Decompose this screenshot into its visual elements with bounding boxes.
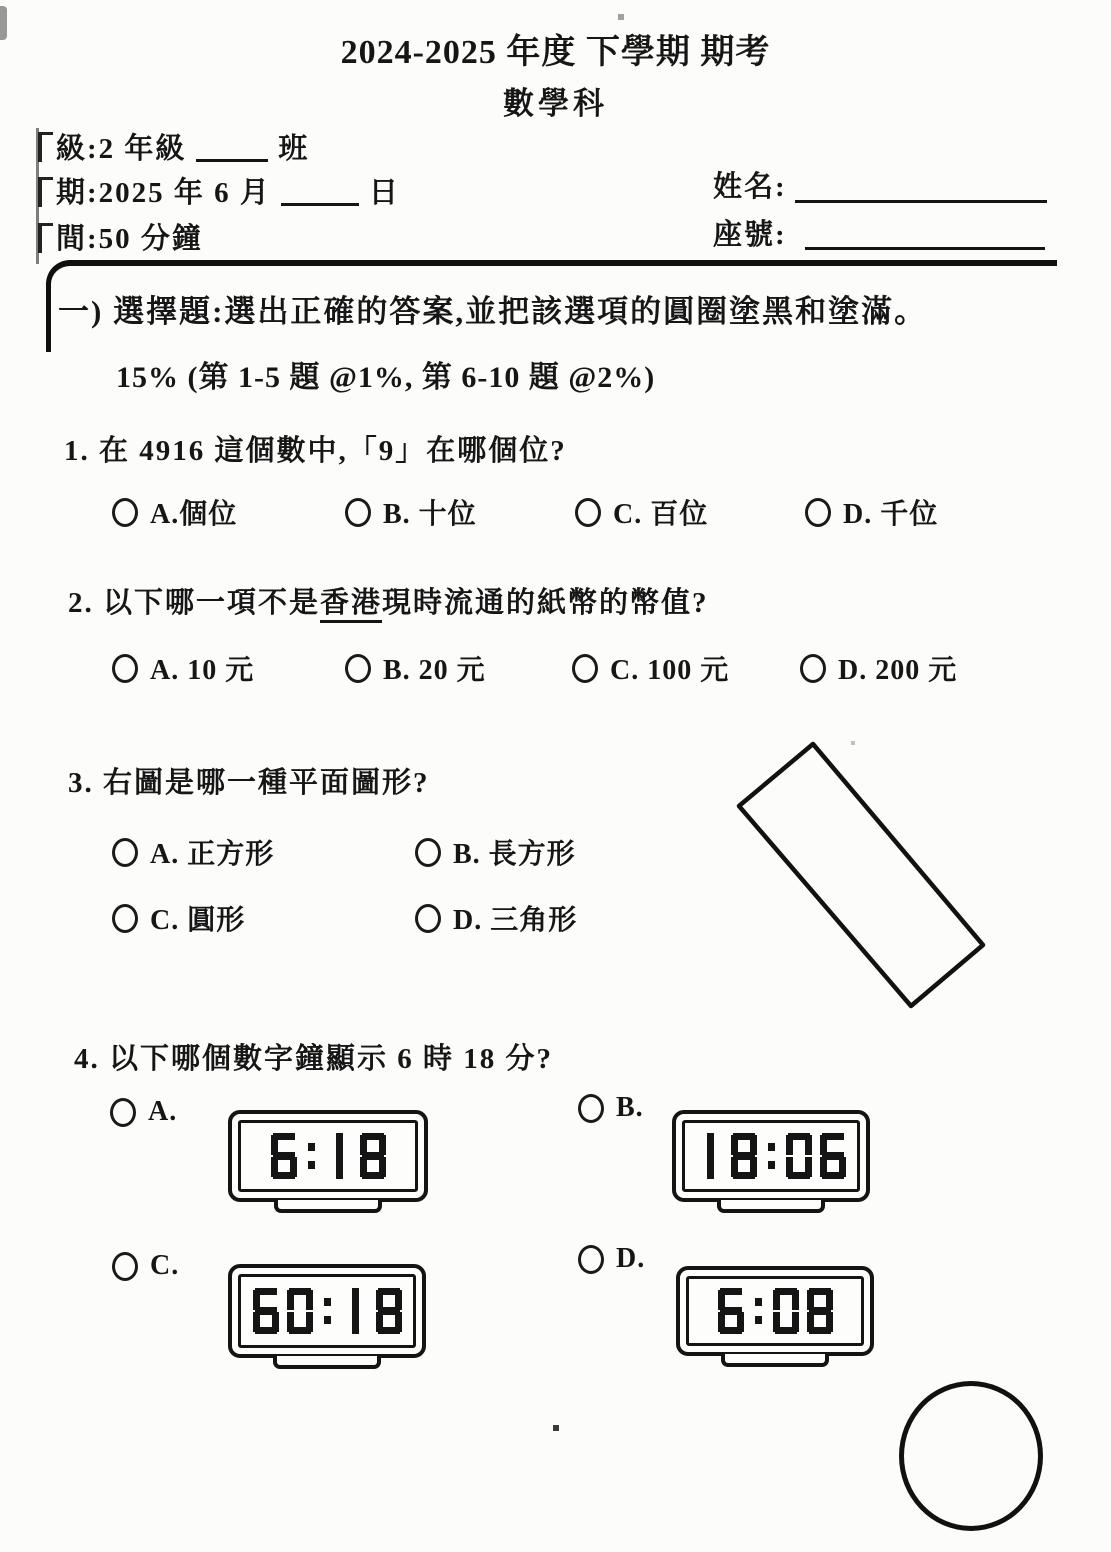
seat-blank[interactable] bbox=[805, 247, 1045, 250]
option-q1-b bbox=[345, 492, 477, 532]
clock-frame bbox=[672, 1110, 870, 1202]
clock-display bbox=[682, 1120, 860, 1192]
name-label: 姓名: bbox=[713, 171, 787, 203]
option-label-q4-c: C. bbox=[150, 1250, 180, 1281]
class-label: 級:2 年級 bbox=[56, 133, 187, 165]
question-2-text bbox=[68, 580, 709, 621]
option-label-q4-a: A. bbox=[148, 1096, 178, 1127]
clock-display bbox=[238, 1274, 416, 1348]
clock-display bbox=[238, 1120, 418, 1192]
option-q1-c bbox=[575, 492, 708, 532]
answer-bubble-q1-b[interactable] bbox=[345, 498, 371, 527]
question-3-text: 3. 右圖是哪一種平面圖形? bbox=[68, 767, 430, 799]
option-q3-a bbox=[112, 832, 274, 872]
option-label-q1-b: B. 十位 bbox=[383, 499, 477, 530]
option-label-q2-d: D. 200 元 bbox=[838, 655, 958, 686]
cutoff-character-mark bbox=[38, 132, 53, 162]
answer-bubble-q2-a[interactable] bbox=[112, 654, 138, 683]
digital-clock-q4-a bbox=[228, 1110, 428, 1213]
option-q2-c bbox=[572, 648, 729, 688]
answer-bubble-q1-c[interactable] bbox=[575, 498, 601, 527]
answer-bubble-q3-a[interactable] bbox=[112, 838, 138, 867]
option-q3-c bbox=[112, 898, 245, 938]
cutoff-character-mark bbox=[38, 177, 53, 207]
section-subheading: 15% (第 1-5 題 @1%, 第 6-10 題 @2%) bbox=[116, 361, 656, 394]
option-q2-a bbox=[112, 648, 254, 688]
option-q3-d bbox=[415, 898, 577, 938]
seat-label: 座號: bbox=[713, 219, 787, 251]
option-q4-a bbox=[110, 1096, 177, 1128]
option-q1-d bbox=[805, 492, 938, 532]
answer-bubble-q1-d[interactable] bbox=[805, 498, 831, 527]
option-label-q2-a: A. 10 元 bbox=[150, 655, 255, 686]
digital-clock-q4-c bbox=[228, 1264, 426, 1369]
answer-bubble-q3-b[interactable] bbox=[415, 838, 441, 867]
subject-title: 數學科 bbox=[503, 86, 608, 121]
answer-bubble-q4-d[interactable] bbox=[578, 1245, 604, 1274]
option-label-q1-c: C. 百位 bbox=[613, 499, 709, 530]
time-line: 間:50 分鐘 bbox=[56, 223, 203, 255]
option-q3-b bbox=[415, 832, 576, 872]
option-q4-b bbox=[578, 1092, 644, 1124]
answer-bubble-q4-c[interactable] bbox=[112, 1252, 138, 1281]
section-heading: 一) 選擇題:選出正確的答案,並把該選項的圓圈塗黑和塗滿。 bbox=[58, 294, 928, 329]
answer-bubble-q2-b[interactable] bbox=[345, 654, 371, 683]
question-2-prefix: 2. 以下哪一項不是 bbox=[68, 587, 321, 619]
option-label-q3-a: A. 正方形 bbox=[150, 839, 275, 870]
clock-frame bbox=[228, 1110, 428, 1202]
date-line bbox=[56, 170, 400, 211]
question-1-text: 1. 在 4916 這個數中,「9」在哪個位? bbox=[64, 435, 567, 467]
option-label-q3-d: D. 三角形 bbox=[453, 905, 578, 936]
answer-bubble-q2-c[interactable] bbox=[572, 654, 598, 683]
class-suffix: 班 bbox=[278, 133, 310, 165]
answer-bubble-q3-d[interactable] bbox=[415, 904, 441, 933]
clock-frame bbox=[228, 1264, 426, 1358]
clock-display bbox=[686, 1276, 864, 1346]
option-q2-b bbox=[345, 648, 486, 688]
option-label-q2-c: C. 100 元 bbox=[610, 655, 730, 686]
digital-clock-q4-b bbox=[672, 1110, 870, 1213]
rotated-rectangle-figure bbox=[715, 733, 1005, 1023]
name-blank[interactable] bbox=[795, 200, 1047, 203]
answer-bubble-q3-c[interactable] bbox=[112, 904, 138, 933]
page-title: 2024-2025 年度 下學期 期考 bbox=[340, 34, 771, 71]
option-q4-d bbox=[578, 1243, 645, 1275]
option-label-q3-b: B. 長方形 bbox=[453, 839, 576, 870]
answer-bubble-q2-d[interactable] bbox=[800, 654, 826, 683]
date-suffix: 日 bbox=[368, 177, 400, 209]
answer-bubble-q1-a[interactable] bbox=[112, 498, 138, 527]
option-label-q1-d: D. 千位 bbox=[843, 499, 939, 530]
option-label-q4-d: D. bbox=[616, 1243, 646, 1274]
clock-frame bbox=[676, 1266, 874, 1356]
option-label-q2-b: B. 20 元 bbox=[383, 655, 486, 686]
class-line bbox=[56, 126, 309, 167]
question-4-text: 4. 以下哪個數字鐘顯示 6 時 18 分? bbox=[74, 1043, 554, 1075]
option-q2-d bbox=[800, 648, 957, 688]
scan-noise bbox=[0, 0, 2, 2]
option-q1-a bbox=[112, 492, 237, 532]
answer-bubble-q4-b[interactable] bbox=[578, 1094, 604, 1123]
clock-base bbox=[274, 1200, 382, 1213]
option-label-q3-c: C. 圓形 bbox=[150, 905, 246, 936]
option-label-q4-b: B. bbox=[616, 1092, 644, 1123]
date-blank[interactable] bbox=[281, 175, 359, 206]
digital-clock-q4-d bbox=[676, 1266, 874, 1367]
class-blank[interactable] bbox=[196, 131, 268, 162]
cutoff-character-mark bbox=[38, 223, 53, 253]
answer-bubble-q4-a[interactable] bbox=[110, 1098, 136, 1127]
circle-figure bbox=[899, 1381, 1043, 1531]
clock-base bbox=[717, 1200, 825, 1213]
clock-base bbox=[273, 1356, 381, 1369]
clock-base bbox=[721, 1354, 829, 1367]
option-label-q1-a: A.個位 bbox=[150, 499, 238, 530]
question-2-suffix: 現時流通的紙幣的幣值? bbox=[382, 587, 709, 619]
option-q4-c bbox=[112, 1250, 179, 1282]
question-2-underlined: 香港 bbox=[320, 587, 382, 623]
date-label: 期:2025 年 6 月 bbox=[56, 177, 271, 209]
